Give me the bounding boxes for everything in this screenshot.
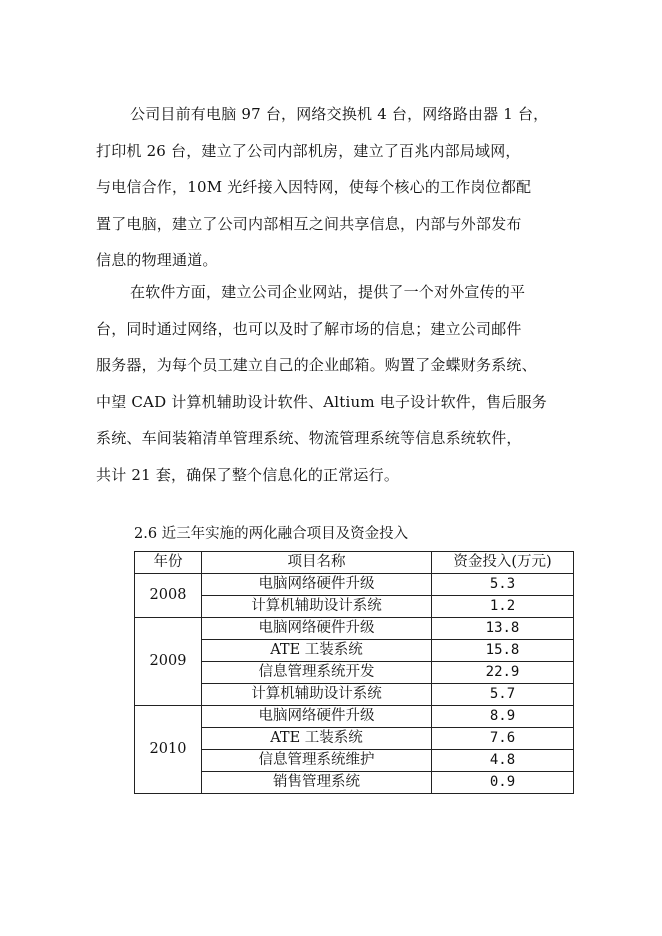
amount-cell: 1.2: [432, 596, 574, 618]
project-name-cell: 电脑网络硬件升级: [202, 618, 432, 640]
project-name-cell: 信息管理系统维护: [202, 750, 432, 772]
table-caption: 2.6 近三年实施的两化融合项目及资金投入: [134, 526, 409, 542]
header-project-name: 项目名称: [202, 552, 432, 574]
amount-cell: 7.6: [432, 728, 574, 750]
amount-cell: 22.9: [432, 662, 574, 684]
project-name-cell: ATE 工装系统: [202, 640, 432, 662]
amount-cell: 5.7: [432, 684, 574, 706]
paragraph-line: 共计 21 套，确保了整个信息化的正常运行。: [96, 465, 400, 484]
project-name-cell: 计算机辅助设计系统: [202, 684, 432, 706]
table-row: [135, 706, 574, 728]
amount-cell: 0.9: [432, 772, 574, 794]
project-name-cell: 销售管理系统: [202, 772, 432, 794]
project-name-cell: 电脑网络硬件升级: [202, 574, 432, 596]
amount-cell: 5.3: [432, 574, 574, 596]
paragraph-line: 公司目前有电脑 97 台，网络交换机 4 台，网络路由器 1 台，: [130, 105, 549, 123]
amount-cell: 4.8: [432, 750, 574, 772]
paragraph-software: [96, 274, 576, 493]
header-year: 年份: [135, 552, 202, 574]
table-header-row: [135, 552, 574, 574]
project-name-cell: 电脑网络硬件升级: [202, 706, 432, 728]
paragraph-line: 服务器，为每个员工建立自己的企业邮箱。购置了金蝶财务系统、: [96, 356, 537, 374]
table-row: [135, 574, 574, 596]
amount-cell: 8.9: [432, 706, 574, 728]
year-cell: 2010: [135, 706, 202, 794]
paragraph-line: 与电信合作，10M 光纤接入因特网，使每个核心的工作岗位都配: [96, 178, 532, 196]
project-name-cell: 计算机辅助设计系统: [202, 596, 432, 618]
paragraph-line: 台，同时通过网络，也可以及时了解市场的信息；建立公司邮件: [96, 319, 522, 338]
project-name-cell: ATE 工装系统: [202, 728, 432, 750]
paragraph-hardware: [96, 96, 576, 279]
paragraph-line: 系统、车间装箱清单管理系统、物流管理系统等信息系统软件，: [96, 429, 522, 447]
amount-cell: 13.8: [432, 618, 574, 640]
paragraph-line: 在软件方面，建立公司企业网站，提供了一个对外宣传的平: [130, 283, 526, 301]
investment-table: [134, 551, 574, 794]
paragraph-line: 中望 CAD 计算机辅助设计软件、Altium 电子设计软件，售后服务: [96, 392, 547, 411]
paragraph-line: 信息的物理通道。: [96, 251, 218, 269]
year-cell: 2009: [135, 618, 202, 706]
amount-cell: 15.8: [432, 640, 574, 662]
project-name-cell: 信息管理系统开发: [202, 662, 432, 684]
table-row: [135, 618, 574, 640]
paragraph-line: 打印机 26 台，建立了公司内部机房，建立了百兆内部局域网，: [96, 141, 521, 160]
header-investment: 资金投入(万元): [432, 552, 574, 574]
year-cell: 2008: [135, 574, 202, 618]
paragraph-line: 置了电脑，建立了公司内部相互之间共享信息，内部与外部发布: [96, 214, 522, 233]
